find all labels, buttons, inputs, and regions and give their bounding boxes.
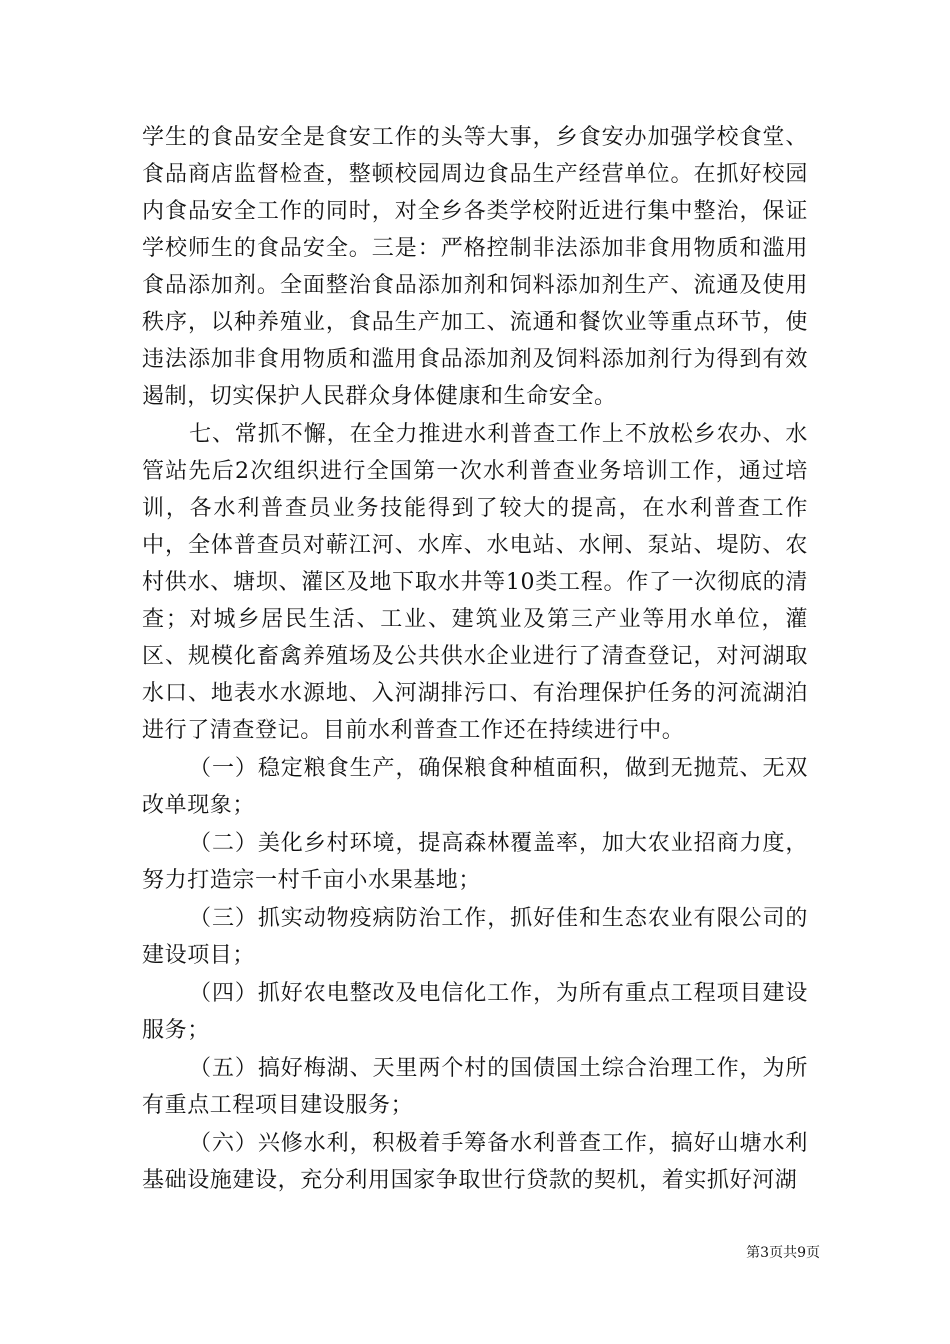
list-item-1: （一）稳定粮食生产，确保粮食种植面积，做到无抛荒、无双改单现象； [142,756,808,818]
paragraph-water-census: 七、常抓不懈，在全力推进水利普查工作上不放松乡农办、水管站先后2次组织进行全国第一次水利普查业务培训工作，通过培训，各水利普查员业务技能得到了较大的提高，在水利普查工作中，全体普查员对蕲江河、水库、水电站、水闸、泵站、堤防、农村供水、塘坝、灌区及地下取水井等10类工程。作了一次彻底的清查；对城乡居民生活、工业、建筑业及第三产业等用水单位，灌区、规模化畜禽养殖场及公共供水企业进行了清查登记，对河湖取水口、地表水水源地、入河湖排污口、有治理保护任务的河流湖泊进行了清查登记。目前水利普查工作还在持续进行中。 [142,422,808,743]
list-item-5: （五）搞好梅湖、天里两个村的国债国土综合治理工作，为所有重点工程项目建设服务； [142,1056,808,1118]
page-number: 第3页共9页 [746,1245,820,1261]
list-item-4: （四）抓好农电整改及电信化工作，为所有重点工程项目建设服务； [142,981,808,1043]
list-item-2: （二）美化乡村环境，提高森林覆盖率，加大农业招商力度，努力打造宗一村千亩小水果基地； [142,831,808,893]
list-item-3: （三）抓实动物疫病防治工作，抓好佳和生态农业有限公司的建设项目； [142,906,808,968]
document-body [142,119,808,1199]
list-item-6: （六）兴修水利，积极着手筹备水利普查工作，搞好山塘水利基础设施建设，充分利用国家争取世行贷款的契机，着实抓好河湖 [142,1131,808,1193]
paragraph-food-safety: 学生的食品安全是食安工作的头等大事，乡食安办加强学校食堂、食品商店监督检查，整顿校园周边食品生产经营单位。在抓好校园内食品安全工作的同时，对全乡各类学校附近进行集中整治，保证学校师生的食品安全。三是：严格控制非法添加非食用物质和滥用食品添加剂。全面整治食品添加剂和饲料添加剂生产、流通及使用秩序，以种养殖业，食品生产加工、流通和餐饮业等重点环节，使违法添加非食用物质和滥用食品添加剂及饲料添加剂行为得到有效遏制，切实保护人民群众身体健康和生命安全。 [142,125,808,409]
